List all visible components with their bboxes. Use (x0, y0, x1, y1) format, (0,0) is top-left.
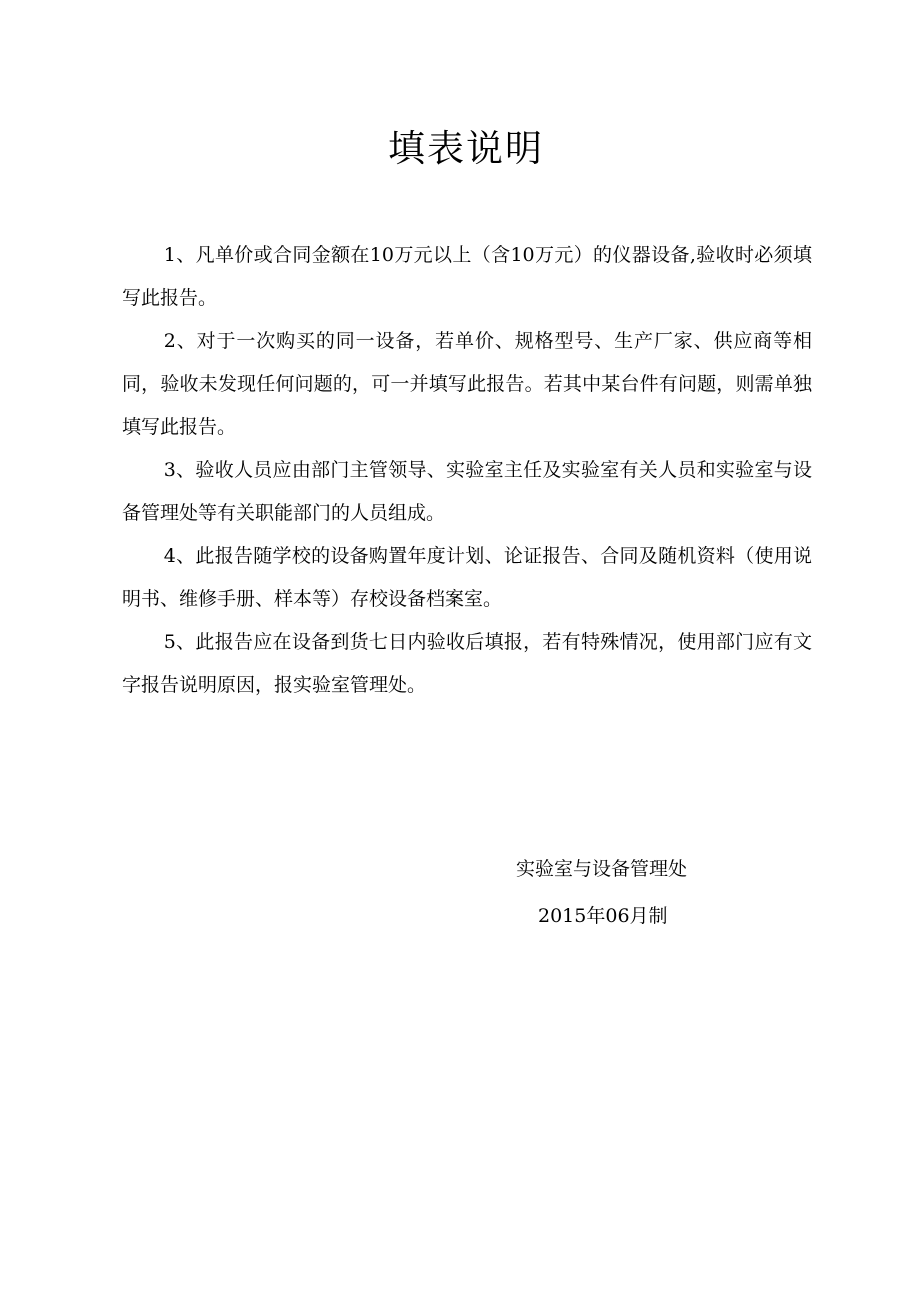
instruction-item-5: 5、此报告应在设备到货七日内验收后填报，若有特殊情况，使用部门应有文字报告说明原因，报实验室管理处。 (122, 631, 812, 696)
issuer-name: 实验室与设备管理处 (516, 858, 688, 880)
page-title: 填表说明 (388, 127, 544, 170)
issue-date: 2015年06月制 (538, 905, 668, 927)
instructions-body (122, 234, 812, 707)
instruction-item-4: 4、此报告随学校的设备购置年度计划、论证报告、合同及随机资料（使用说明书、维修手册、样本等）存校设备档案室。 (122, 545, 812, 610)
instruction-item-3: 3、验收人员应由部门主管领导、实验室主任及实验室有关人员和实验室与设备管理处等有关职能部门的人员组成。 (122, 459, 812, 524)
instruction-item-2: 2、对于一次购买的同一设备，若单价、规格型号、生产厂家、供应商等相同，验收未发现任何问题的，可一并填写此报告。若其中某台件有问题，则需单独填写此报告。 (122, 330, 812, 438)
instruction-item-1: 1、凡单价或合同金额在10万元以上（含10万元）的仪器设备,验收时必须填写此报告。 (122, 244, 812, 309)
